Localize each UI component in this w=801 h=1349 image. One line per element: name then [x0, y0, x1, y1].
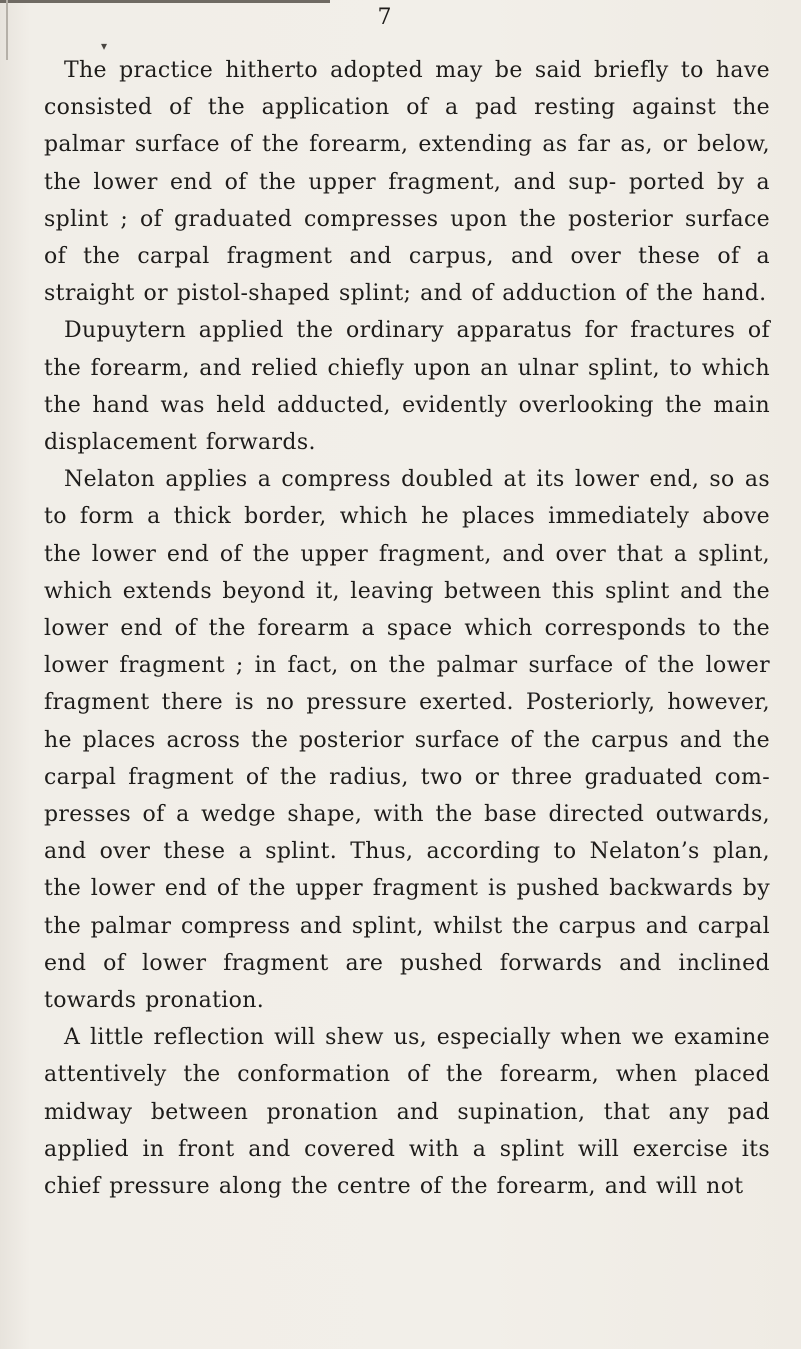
paragraph-reflection: A little reflection will shew us, especially when we examine attentively the conformation of the forearm, when placed midway between pronation and supination, that any pad applied in front and covered with a splint will exercise its chief pressure along the centre of the forearm, and will not: [44, 1025, 770, 1200]
paragraph-dupuytern: Dupuytern applied the ordinary apparatus for fractures of the forearm, and relied chiefly upon an ulnar splint, to which the hand was held adducted, evidently overlooking the main displacement forwards.: [44, 318, 770, 456]
paragraph-practice: The practice hitherto adopted may be said briefly to have consisted of the application of a pad resting against the palmar surface of the forearm, extending as far as, or below, the lower end of the upper fragment, and sup- ported by a splint ; of graduated compresses upon the posterior surface of the carpal fragment and carpus, and over these of a straight or pistol-shaped splint; and of adduction of the hand.: [44, 58, 770, 307]
page-number: 7: [377, 5, 392, 30]
stray-mark: ▾: [101, 39, 108, 53]
top-rule: [0, 0, 330, 3]
body-text: [44, 52, 770, 1205]
paragraph-nelaton: Nelaton applies a compress doubled at its lower end, so as to form a thick border, which he places immediately above the lower end of the upper fragment, and over that a splint, which extends beyond it, leaving between this splint and the lower end of the forearm a space which corresponds to the lower fragment ; in fact, on the palmar surface of the lower fragment there is no pressure exerted. Posteriorly, however, he places across the posterior surface of the carpus and the carpal fragment of the radius, two or three graduated com- presses of a wedge shape, with the base directed outwards, and over these a splint. Thus, according to Nelaton’s plan, the lower end of the upper fragment is pushed backwards by the palmar compress and splint, whilst the carpus and carpal end of lower fragment are pushed forwards and inclined towards pronation.: [44, 467, 770, 1014]
